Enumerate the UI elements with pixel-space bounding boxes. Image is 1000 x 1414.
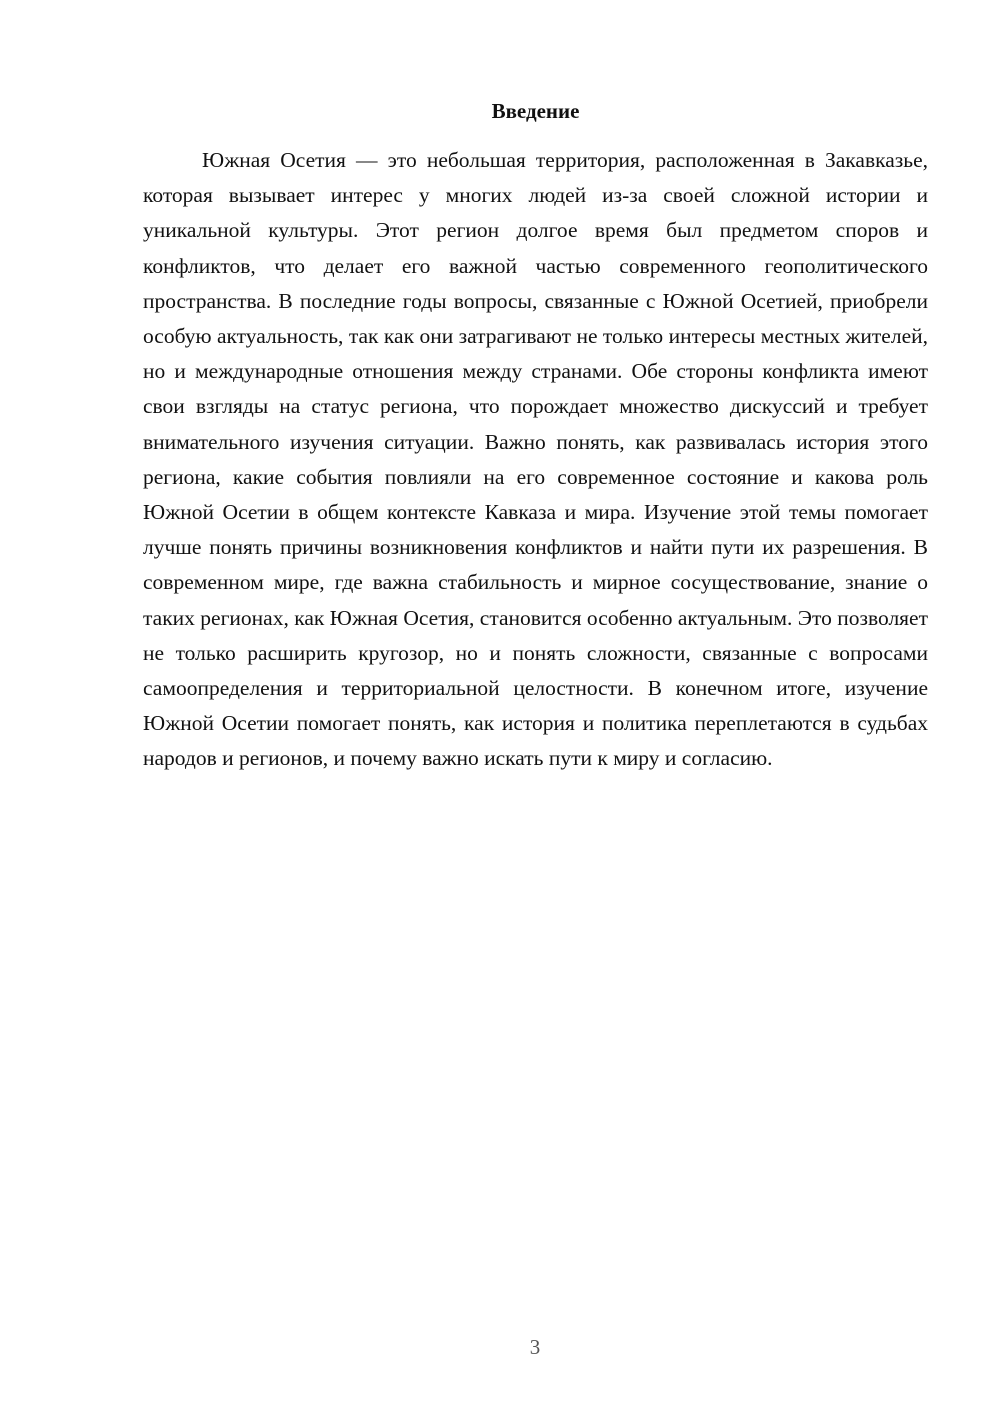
section-heading: Введение (491, 99, 580, 123)
page-number: 3 (529, 1335, 541, 1359)
introduction-paragraph: Южная Осетия — это небольшая территория, расположенная в Закавказье, которая вызывает интерес у многих людей из-за своей сложной истории и уникальной культуры. Этот регион долгое время был предметом споров и конфликтов, что делает его важной частью современного геополитического пространства. В последние годы вопросы, связанные с Южной Осетией, приобрели особую актуальность, так как они затрагивают не только интересы местных жителей, но и международные отношения между странами. Обе стороны конфликта имеют свои взгляды на статус региона, что порождает множество дискуссий и требует внимательного изучения ситуации. Важно понять, как развивалась история этого региона, какие события повлияли на его современное состояние и какова роль Южной Осетии в общем контексте Кавказа и мира. Изучение этой темы помогает лучше понять причины возникновения конфликтов и найти пути их разрешения. В современном мире, где важна стабильность и мирное сосуществование, знание о таких регионах, как Южная Осетия, становится особенно актуальным. Это позволяет не только расширить кругозор, но и понять сложности, связанные с вопросами самоопределения и территориальной целостности. В конечном итоге, изучение Южной Осетии помогает понять, как история и политика переплетаются в судьбах народов и регионов, и почему важно искать пути к миру и согласию. (143, 148, 928, 771)
